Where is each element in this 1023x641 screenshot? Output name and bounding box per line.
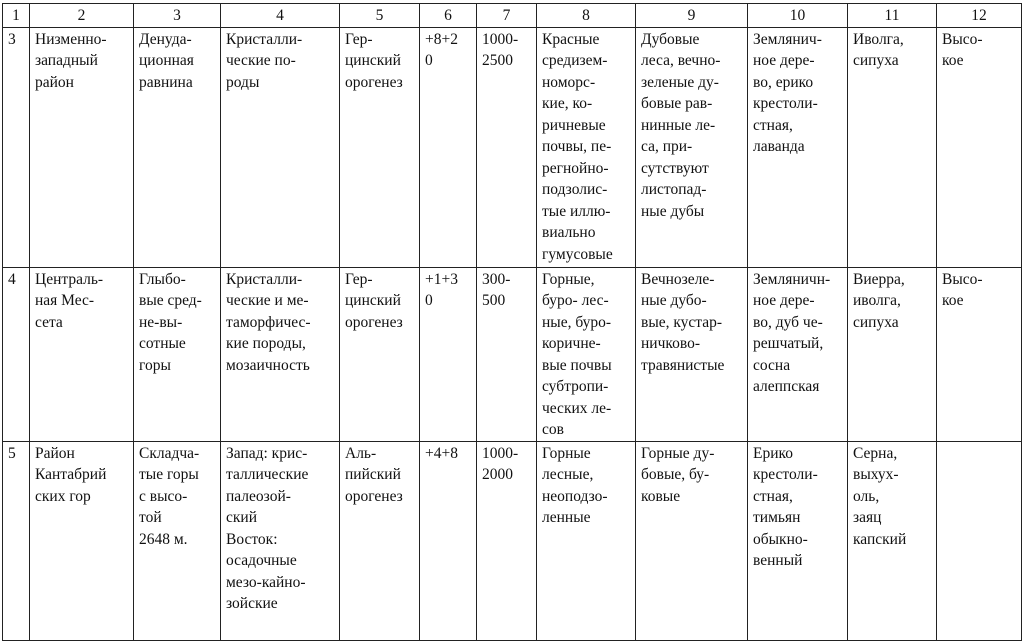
data-table (2, 3, 1022, 641)
header-row (3, 4, 1022, 28)
orogeny-cell: Аль- пийский орогенез (340, 441, 420, 640)
soils-cell: Горные лесные, неоподзо- ленные (537, 441, 636, 640)
level-cell: Высо- кое (937, 27, 1022, 267)
region-cell: Низменно- западный район (30, 27, 134, 267)
relief-cell: Денуда- ционная равнина (134, 27, 221, 267)
rocks-cell: Кристалли- ческие и ме- таморфичес- кие породы, мозаичность (221, 267, 340, 441)
region-cell: Район Кантабрий ских гор (30, 441, 134, 640)
orogeny-cell: Гер- цинский орогенез (340, 267, 420, 441)
header-cell: 12 (937, 4, 1022, 28)
fauna-cell: Виерра, иволга, сипуха (848, 267, 937, 441)
relief-cell: Глыбо- вые сред- не-вы- сотные горы (134, 267, 221, 441)
rocks-cell: Запад: крис- таллические палеозой- ский Восток: осадочные мезо-кайно- зойские (221, 441, 340, 640)
header-cell: 4 (221, 4, 340, 28)
vegetation-cell: Вечнозеле- ные дубо- вые, кустар- ничково- травянистые (636, 267, 748, 441)
vegetation-cell: Дубовые леса, вечно- зеленые ду- бовые рав- нинные ле- са, при- сутствуют листопад- ные дубы (636, 27, 748, 267)
temperature-cell: +8+2 0 (420, 27, 477, 267)
header-cell: 11 (848, 4, 937, 28)
fauna-cell: Иволга, сипуха (848, 27, 937, 267)
header-cell: 2 (30, 4, 134, 28)
flora-cell: Ерико крестоли- стная, тимьян обыкно- венный (748, 441, 848, 640)
flora-cell: Земляничн- ное дере- во, дуб че- решчатый, сосна алеппская (748, 267, 848, 441)
header-cell: 7 (477, 4, 537, 28)
header-cell: 3 (134, 4, 221, 28)
header-cell: 1 (3, 4, 30, 28)
level-cell: Высо- кое (937, 267, 1022, 441)
rocks-cell: Кристалли- ческие по- роды (221, 27, 340, 267)
temperature-cell: +4+8 (420, 441, 477, 640)
table-row (3, 441, 1022, 640)
fauna-cell: Серна, выхух- оль, заяц капский (848, 441, 937, 640)
table-row (3, 267, 1022, 441)
header-cell: 8 (537, 4, 636, 28)
header-cell: 9 (636, 4, 748, 28)
precipitation-cell: 300- 500 (477, 267, 537, 441)
level-cell (937, 441, 1022, 640)
orogeny-cell: Гер- цинский орогенез (340, 27, 420, 267)
soils-cell: Горные, буро- лес- ные, буро- коричне- вые почвы субтропи- ческих ле- сов (537, 267, 636, 441)
soils-cell: Красные средизем- номорс- кие, ко- ричневые почвы, пе- регнойно- подзолис- тые иллю- виально гумусовые (537, 27, 636, 267)
precipitation-cell: 1000- 2500 (477, 27, 537, 267)
header-cell: 10 (748, 4, 848, 28)
row-number-cell: 5 (3, 441, 30, 640)
flora-cell: Землянич- ное дере- во, ерико крестоли- стная, лаванда (748, 27, 848, 267)
header-cell: 5 (340, 4, 420, 28)
relief-cell: Складча- тые горы с высо- той 2648 м. (134, 441, 221, 640)
temperature-cell: +1+3 0 (420, 267, 477, 441)
region-cell: Централь- ная Мес- сета (30, 267, 134, 441)
precipitation-cell: 1000- 2000 (477, 441, 537, 640)
row-number-cell: 4 (3, 267, 30, 441)
vegetation-cell: Горные ду- бовые, бу- ковые (636, 441, 748, 640)
header-cell: 6 (420, 4, 477, 28)
table-row (3, 27, 1022, 267)
row-number-cell: 3 (3, 27, 30, 267)
